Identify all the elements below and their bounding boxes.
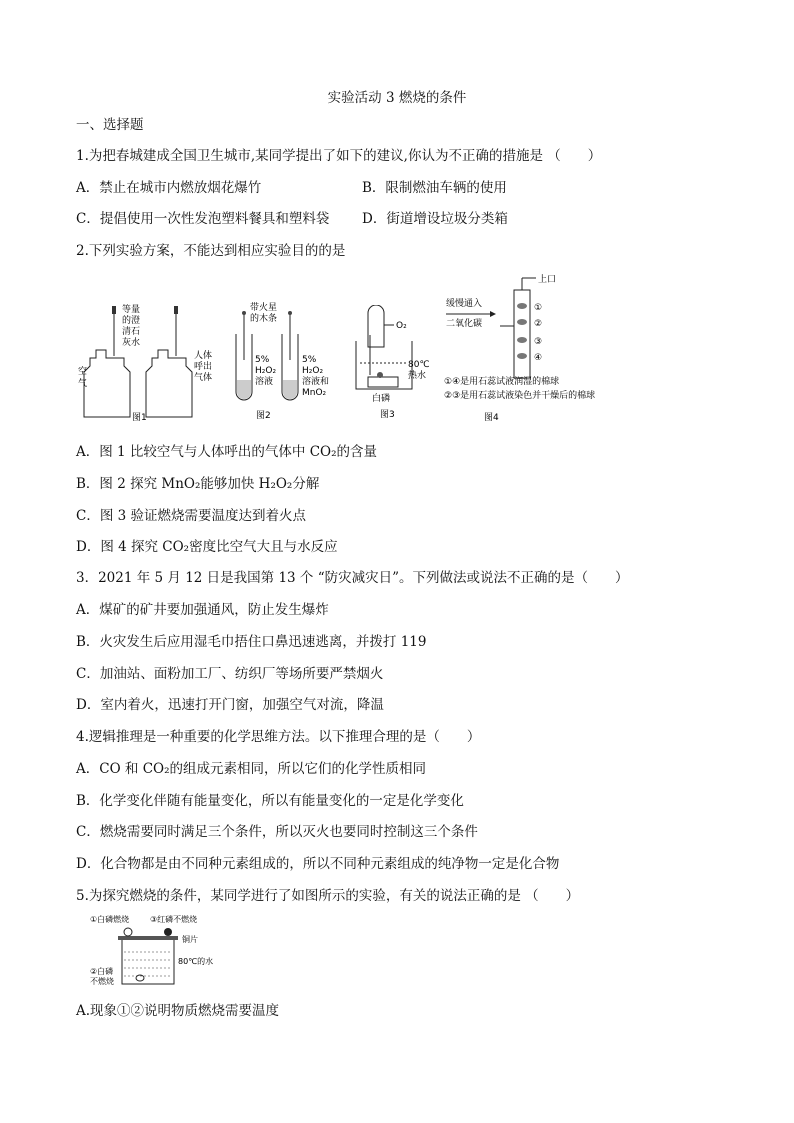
fig2-right-label-3: 溶液和 (302, 377, 330, 387)
figure-2-test-tubes (228, 300, 348, 425)
fig2-top-label-1: 带火星 (250, 303, 278, 313)
question-4-option-a: A．CO 和 CO₂的组成元素相同，所以它们的化学性质相同 (76, 761, 427, 777)
question-2-option-d: D．图 4 探究 CO₂密度比空气大且与水反应 (76, 539, 338, 555)
question-2-option-b: B．图 2 探究 MnO₂能够加快 H₂O₂分解 (76, 476, 320, 492)
question-4-option-b: B．化学变化伴随有能量变化，所以有能量变化的一定是化学变化 (76, 793, 464, 809)
fig5-label-2b: 不燃烧 (90, 977, 114, 986)
question-2-option-a: A．图 1 比较空气与人体呼出的气体中 CO₂的含量 (76, 444, 378, 460)
question-2-stem: 2.下列实验方案，不能达到相应实验目的的是 (76, 243, 346, 259)
question-3-stem: 3．2021 年 5 月 12 日是我国第 13 个 “防灾减灾日”。下列做法或说法不正确的是（ ） (76, 570, 629, 586)
fig1-caption: 图1 (132, 413, 147, 423)
fig5-water-label: 80℃的水 (178, 957, 214, 966)
question-5-option-a: A.现象①②说明物质燃烧需要温度 (76, 1003, 280, 1019)
fig3-o2-label: O₂ (396, 321, 407, 331)
fig1-drop-label-3: 清石 (122, 327, 141, 337)
page-title: 实验活动 3 燃烧的条件 (327, 90, 467, 106)
fig5-copper-label: 铜片 (182, 935, 198, 944)
question-3-option-c: C．加油站、面粉加工厂、纺织厂等场所要严禁烟火 (76, 666, 384, 682)
fig1-right-label-3: 气体 (194, 373, 213, 383)
fig4-inlet-label-1: 缓慢通入 (446, 299, 483, 309)
figure-3-beaker (350, 305, 440, 425)
figure-4-column (434, 272, 644, 427)
fig2-left-label-1: 5% (255, 355, 270, 365)
question-2-option-c: C．图 3 验证燃烧需要温度达到着火点 (76, 508, 307, 524)
fig4-inlet-label-2: 二氧化碳 (446, 319, 483, 329)
fig2-left-label-2: H₂O₂ (255, 366, 277, 376)
fig4-note-1: ①④是用石蕊试液润湿的棉球 (444, 377, 560, 387)
fig3-caption: 图3 (380, 410, 395, 420)
section-heading: 一、选择题 (76, 117, 144, 133)
fig2-right-label-1: 5% (302, 355, 317, 365)
question-4-option-d: D．化合物都是由不同种元素组成的，所以不同种元素组成的纯净物一定是化合物 (76, 856, 560, 872)
fig4-ball-3: ③ (534, 337, 543, 347)
fig4-caption: 图4 (484, 413, 499, 423)
fig4-note-2: ②③是用石蕊试液染色并干燥后的棉球 (444, 391, 596, 401)
question-3-option-b: B．火灾发生后应用湿毛巾捂住口鼻迅速逃离，并拨打 119 (76, 634, 427, 650)
question-3-option-a: A．煤矿的矿井要加强通风，防止发生爆炸 (76, 602, 329, 618)
fig2-right-label-2: H₂O₂ (302, 366, 324, 376)
fig2-caption: 图2 (256, 411, 271, 421)
fig2-right-label-4: MnO₂ (302, 388, 327, 398)
fig1-left-label-2: 气 (78, 379, 88, 389)
fig1-left-label-1: 空 (78, 367, 88, 377)
fig3-phosphorus-label: 白磷 (372, 394, 391, 404)
fig5-label-2a: ②白磷 (90, 967, 114, 976)
fig4-ball-1: ① (534, 303, 543, 313)
question-1-option-b: B．限制燃油车辆的使用 (362, 180, 507, 196)
question-3-option-d: D．室内着火，迅速打开门窗，加强空气对流，降温 (76, 697, 384, 713)
fig4-ball-4: ④ (534, 353, 543, 363)
fig1-right-label-2: 呼出 (194, 362, 213, 372)
fig1-drop-label-4: 灰水 (122, 338, 141, 348)
question-5-stem: 5.为探究燃烧的条件，某同学进行了如图所示的实验，有关的说法正确的是 （ ） (76, 888, 580, 904)
question-4-stem: 4.逻辑推理是一种重要的化学思维方法。以下推理合理的是（ ） (76, 729, 481, 745)
fig4-ball-2: ② (534, 319, 543, 329)
fig3-temp-label: 80℃ (408, 360, 430, 370)
fig5-label-1: ①白磷燃烧 (90, 915, 130, 924)
fig3-water-label: 热水 (408, 371, 427, 381)
fig1-right-label-1: 人体 (194, 351, 213, 361)
fig2-top-label-2: 的木条 (250, 314, 278, 324)
figure-5-combustion (88, 912, 238, 992)
fig1-drop-label-1: 等量 (122, 305, 141, 315)
question-1-option-a: A．禁止在城市内燃放烟花爆竹 (76, 180, 262, 196)
question-1-option-c: C．提倡使用一次性发泡塑料餐具和塑料袋 (76, 211, 330, 227)
question-4-option-c: C．燃烧需要同时满足三个条件，所以灭火也要同时控制这三个条件 (76, 824, 478, 840)
question-1-stem: 1.为把春城建成全国卫生城市,某同学提出了如下的建议,你认为不正确的措施是 （ ） (76, 148, 602, 164)
fig4-top-label: 上口 (538, 275, 557, 285)
figure-1-bottles (76, 300, 216, 425)
fig2-left-label-3: 溶液 (255, 377, 274, 387)
fig5-label-3: ③红磷不燃烧 (150, 915, 198, 924)
question-1-option-d: D．街道增设垃圾分类箱 (362, 211, 508, 227)
fig1-drop-label-2: 的澄 (122, 316, 141, 326)
